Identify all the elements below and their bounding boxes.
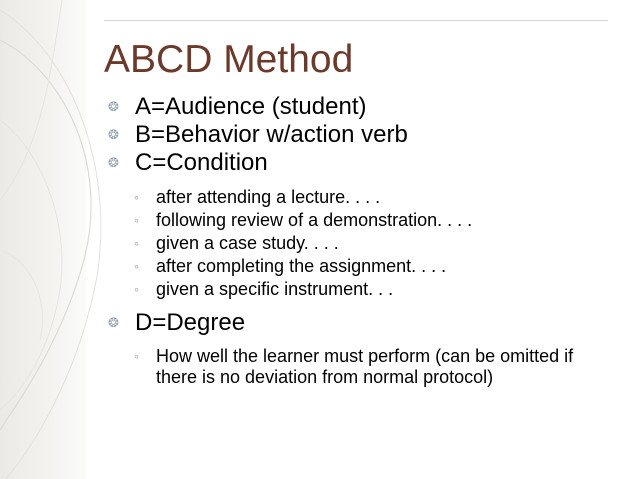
sublist-item (134, 209, 608, 232)
bullet-icon: ❂ (108, 155, 119, 170)
sublist-item-text: How well the learner must perform (can be omitted if there is no deviation from normal protocol) (156, 346, 574, 387)
sub-bullet-icon: ◦ (134, 348, 139, 364)
sublist-item (134, 346, 596, 388)
sublist-item-text: after completing the assignment. . . . (156, 256, 447, 276)
sublist-item-text: given a specific instrument. . . (156, 279, 394, 299)
list-item-condition (108, 149, 608, 177)
list-item-text: D=Degree (135, 309, 246, 336)
bullet-icon: ❂ (108, 127, 119, 142)
slide-title: ABCD Method (104, 38, 354, 81)
decorative-curves (0, 0, 120, 479)
list-item-text: C=Condition (135, 149, 268, 176)
list-item-audience (108, 93, 608, 121)
condition-sublist (108, 186, 608, 301)
sublist-item (134, 278, 608, 301)
sub-bullet-icon: ◦ (134, 212, 139, 228)
bullet-icon: ❂ (108, 315, 119, 330)
sublist-item-text: following review of a demonstration. . . . (156, 210, 473, 230)
sublist-item (134, 255, 608, 278)
sublist-item-text: after attending a lecture. . . . (156, 187, 381, 207)
sub-bullet-icon: ◦ (134, 258, 139, 274)
sub-bullet-icon: ◦ (134, 235, 139, 251)
title-rule (104, 20, 608, 21)
bullet-icon: ❂ (108, 99, 119, 114)
list-item-degree (108, 309, 608, 337)
sublist-item-text: given a case study. . . . (156, 233, 339, 253)
sublist-item (134, 232, 608, 255)
sublist-item (134, 186, 608, 209)
sub-bullet-icon: ◦ (134, 281, 139, 297)
degree-sublist (108, 346, 608, 388)
slide-content (108, 93, 608, 396)
list-item-behavior (108, 121, 608, 149)
list-item-text: B=Behavior w/action verb (135, 121, 408, 148)
sub-bullet-icon: ◦ (134, 189, 139, 205)
list-item-text: A=Audience (student) (135, 93, 367, 120)
